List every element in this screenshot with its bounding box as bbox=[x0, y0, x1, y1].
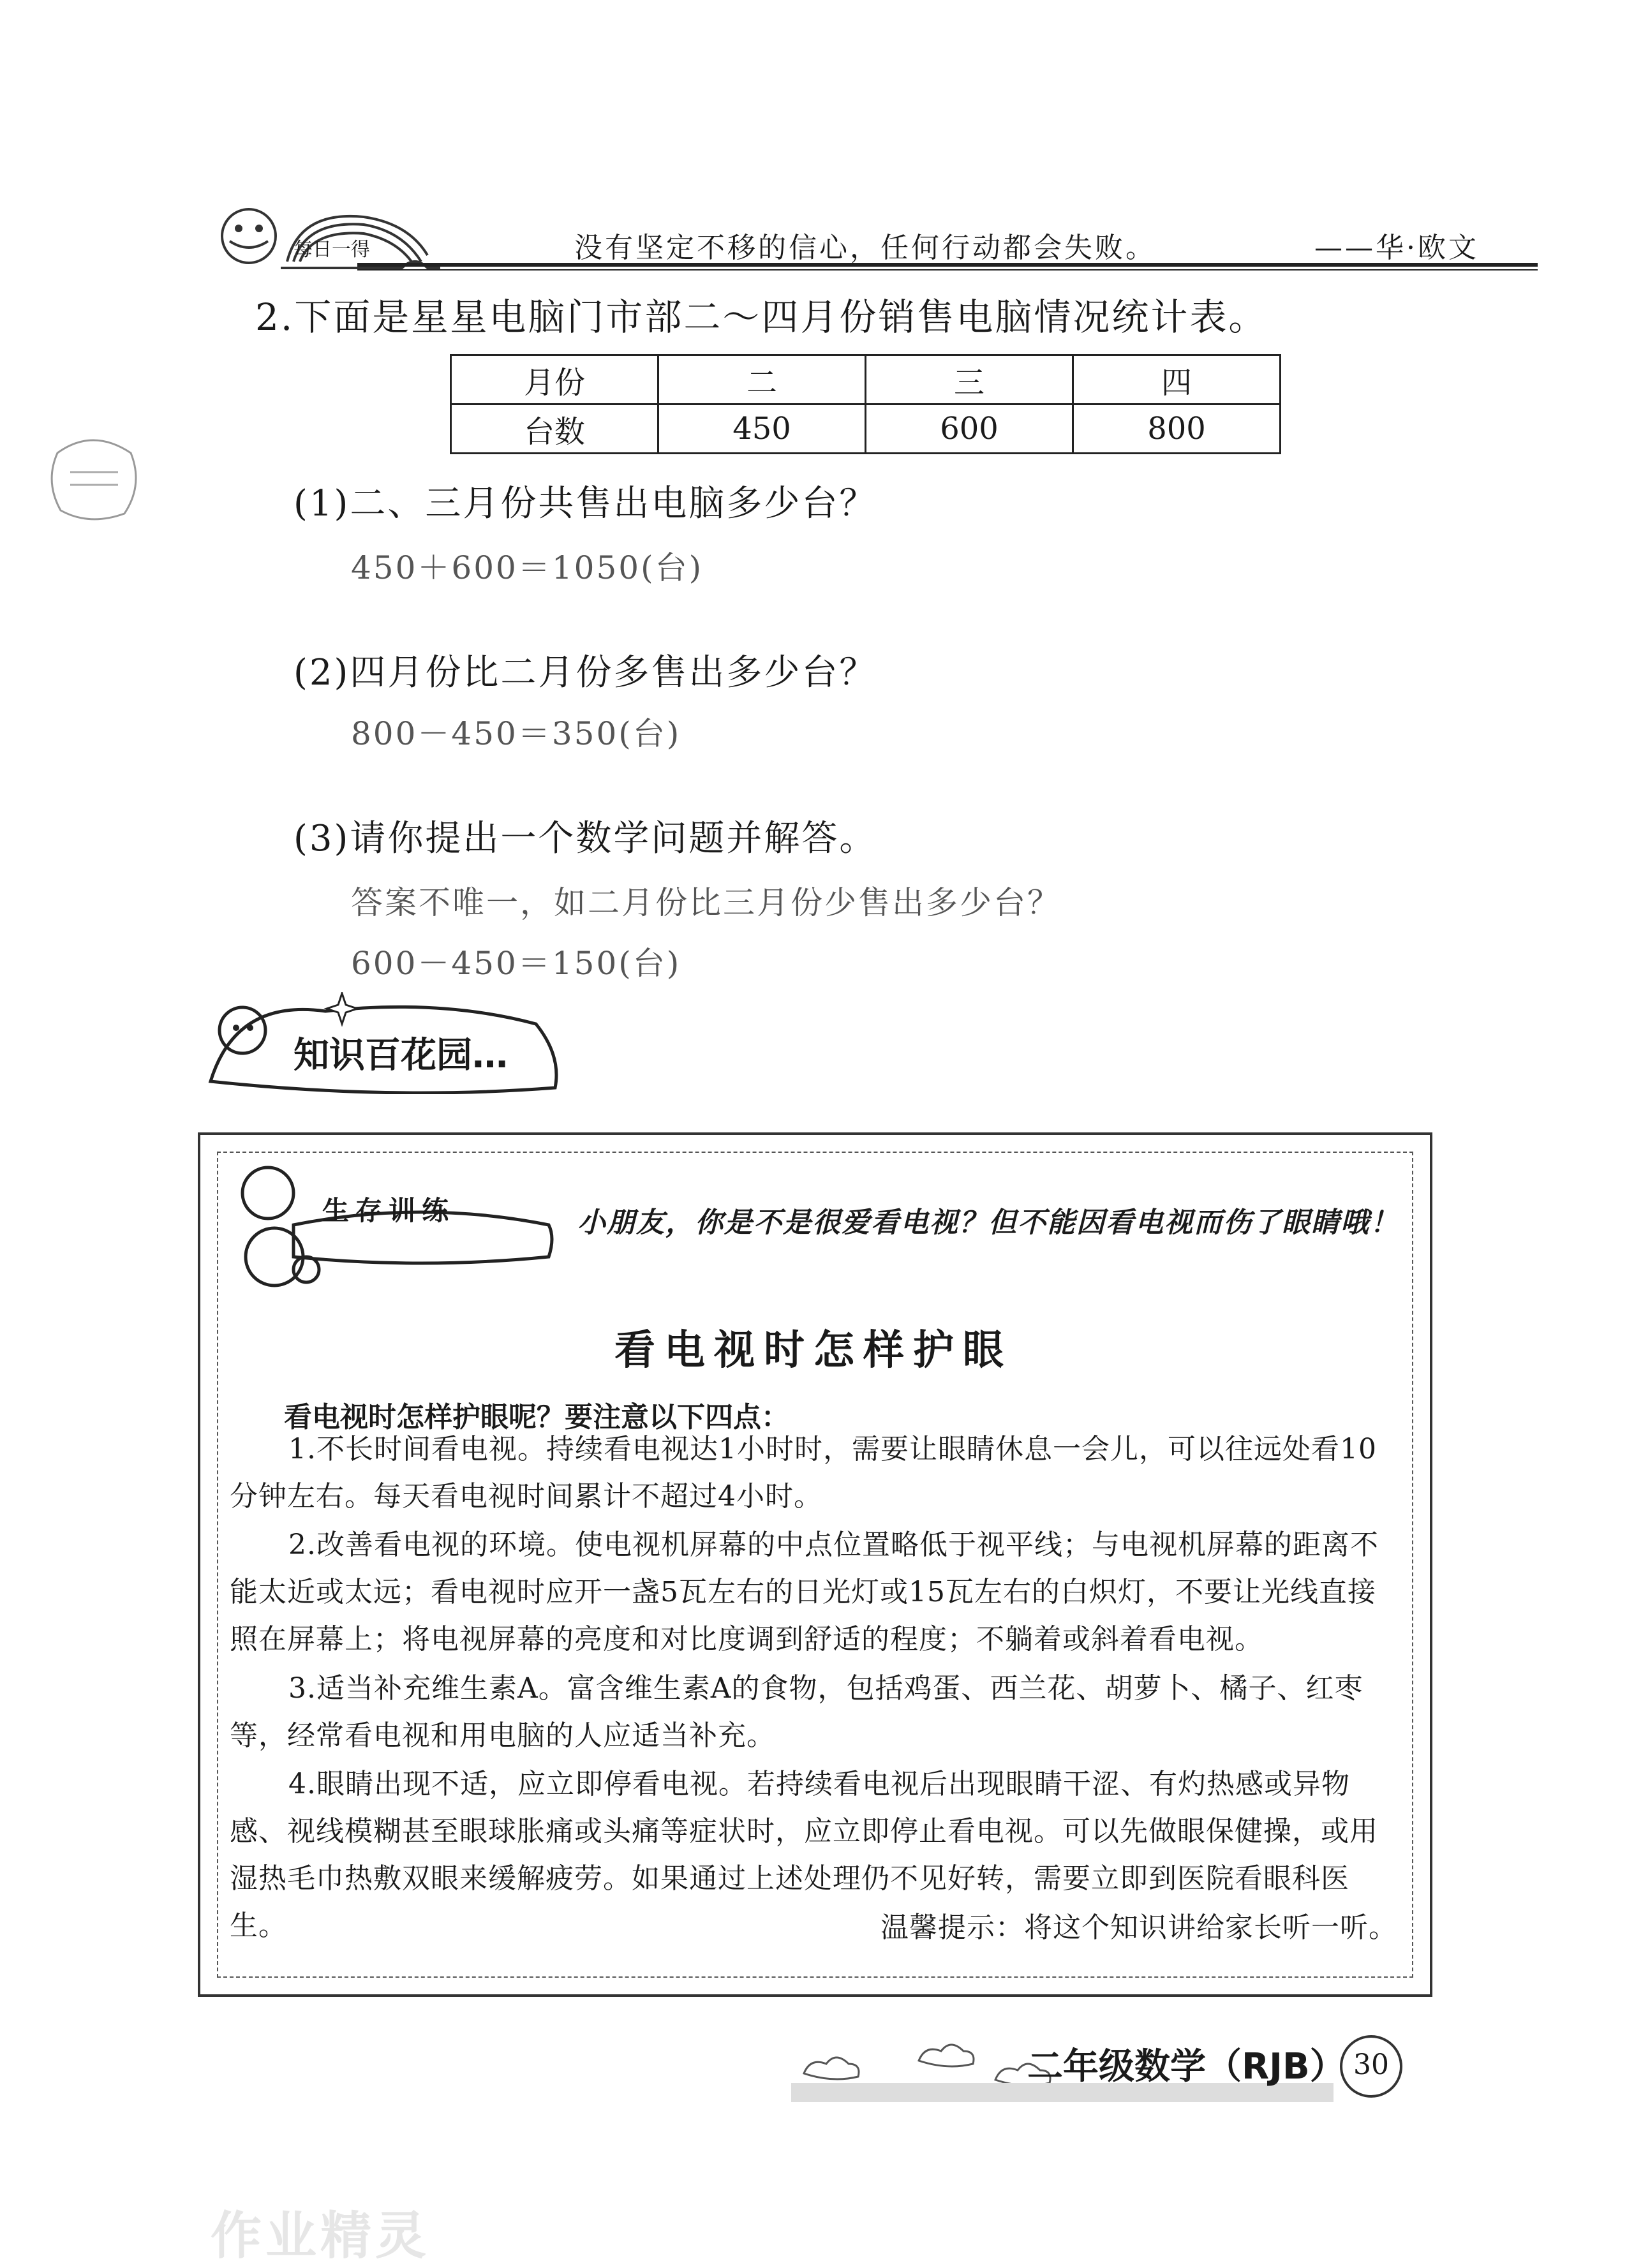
table-cell: 四 bbox=[1073, 355, 1281, 404]
table-cell: 月份 bbox=[451, 355, 658, 404]
answer-3-question: 答案不唯一，如二月份比三月份少售出多少台？ bbox=[351, 884, 1061, 921]
table-cell: 600 bbox=[866, 404, 1073, 454]
tv-paragraph: 1.不长时间看电视。持续看电视达1小时时，需要让眼睛休息一会儿，可以往远处看10分钟左右。每天看电视时间累计不超过4小时。 bbox=[230, 1433, 1377, 1513]
answer-1: 450＋600＝1050(台) bbox=[351, 549, 704, 586]
header-divider bbox=[357, 263, 1538, 267]
table-cell: 二 bbox=[658, 355, 866, 404]
daily-tag: 每日一得 bbox=[293, 239, 370, 261]
tv-paragraph: 4.眼睛出现不适，应立即停看电视。若持续看电视后出现眼睛干涩、有灼热感或异物感、视线模糊甚至眼球胀痛或头痛等症状时，应立即停止看电视。可以先做眼保健操，或用湿热毛巾热敷双眼来缓解疲劳。如果通过上述处理仍不见好转，需要立即到医院看眼科医生。 bbox=[230, 1768, 1378, 1942]
footer-grade-label: 二年级数学（RJB） bbox=[1027, 2046, 1346, 2087]
page-number: 30 bbox=[1340, 2035, 1402, 2098]
table-cell: 800 bbox=[1073, 404, 1281, 454]
table-row bbox=[451, 404, 1281, 454]
tip-banner: 小朋友，你是不是很爱看电视？但不能因看电视而伤了眼睛哦！ bbox=[577, 1206, 1399, 1239]
sub-question-3: (3)请你提出一个数学问题并解答。 bbox=[293, 818, 877, 859]
tv-intro: 看电视时怎样护眼呢？要注意以下四点： bbox=[284, 1401, 789, 1434]
survival-label: 生存训练 bbox=[322, 1195, 456, 1226]
sub-question-1: (1)二、三月份共售出电脑多少台？ bbox=[293, 483, 877, 524]
answer-3-solution: 600－450＝150(台) bbox=[351, 945, 681, 982]
answer-2: 800－450＝350(台) bbox=[351, 715, 681, 752]
table-cell: 三 bbox=[866, 355, 1073, 404]
question-title: 2.下面是星星电脑门市部二～四月份销售电脑情况统计表。 bbox=[255, 295, 1268, 339]
tv-paragraph: 2.改善看电视的环境。使电视机屏幕的中点位置略低于视平线；与电视机屏幕的距离不能太近或太远；看电视时应开一盏5瓦左右的日光灯或15瓦左右的白炽灯，不要让光线直接照在屏幕上；将电视屏幕的亮度和对比度调到舒适的程度；不躺着或斜着看电视。 bbox=[230, 1529, 1379, 1656]
header-divider-thin bbox=[357, 269, 1538, 271]
survival-training-art bbox=[230, 1161, 561, 1295]
sub-question-2: (2)四月份比二月份多售出多少台？ bbox=[293, 652, 877, 693]
warm-tip: 温馨提示：将这个知识讲给家长听一听。 bbox=[880, 1911, 1397, 1944]
tv-heading: 看电视时怎样护眼 bbox=[614, 1326, 1013, 1374]
homework-stamp-icon bbox=[45, 434, 140, 523]
sales-table bbox=[450, 354, 1281, 454]
garden-banner-title: 知识百花园… bbox=[293, 1035, 508, 1076]
table-cell: 450 bbox=[658, 404, 866, 454]
header-motto: 没有坚定不移的信心，任何行动都会失败。 bbox=[574, 232, 1156, 264]
header-motto-author: ——华·欧文 bbox=[1314, 232, 1479, 264]
table-row bbox=[451, 355, 1281, 404]
table-cell: 台数 bbox=[451, 404, 658, 454]
tv-paragraph: 3.适当补充维生素A。富含维生素A的食物，包括鸡蛋、西兰花、胡萝卜、橘子、红枣等，经常看电视和用电脑的人应适当补充。 bbox=[230, 1672, 1363, 1752]
watermark: 作业精灵 bbox=[211, 2205, 430, 2265]
